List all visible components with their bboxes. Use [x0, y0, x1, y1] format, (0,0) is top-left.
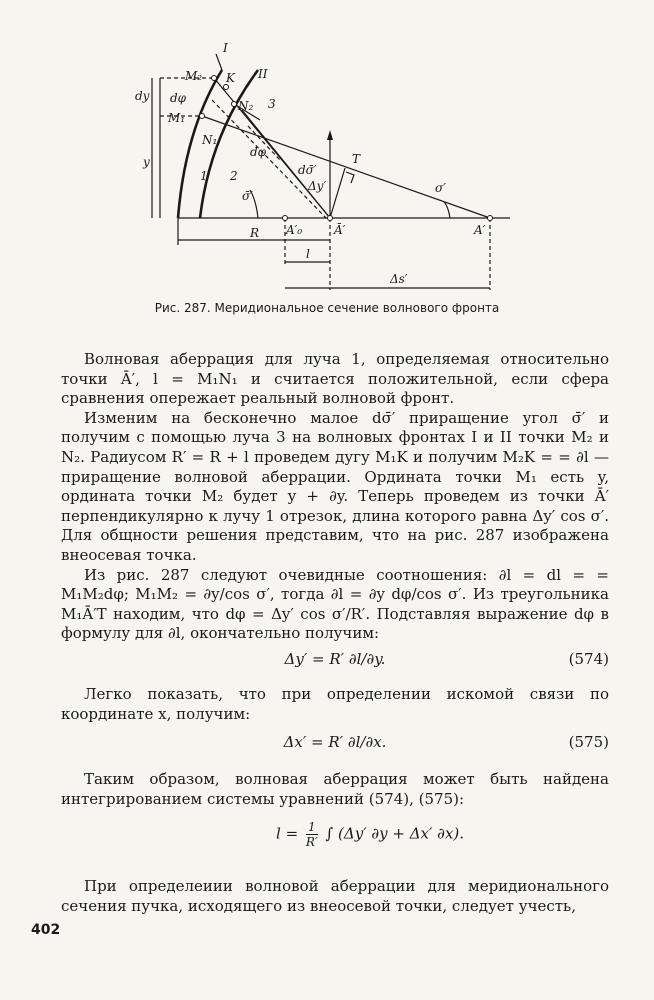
label-dphi: dφ	[170, 91, 187, 105]
label-sigma2: σ′	[435, 181, 446, 195]
body-text-2	[61, 685, 609, 724]
label-N1: N₁	[202, 133, 218, 147]
label-T: T	[352, 152, 361, 166]
label-Abar: Ā′	[334, 223, 346, 237]
equation-574-expr: Δy′ = R′ ∂l/∂y.	[284, 650, 386, 668]
fraction-denominator: R′	[305, 835, 318, 849]
paragraph-4: Легко показать, что при определении искомой связи по координате x, получим:	[61, 685, 609, 723]
body-text-main	[61, 350, 609, 644]
perpendicular-T	[330, 168, 345, 218]
equation-575	[61, 733, 609, 755]
point-M2	[212, 76, 217, 81]
equation-574-number: (574)	[568, 650, 609, 668]
wavefront-diagram	[130, 40, 530, 305]
figure-287	[130, 40, 530, 305]
equation-575-number: (575)	[568, 733, 609, 751]
label-ray-3: 3	[268, 97, 276, 111]
right-angle	[346, 172, 354, 183]
ray-2	[212, 100, 326, 218]
point-N2	[232, 102, 237, 107]
point-A	[488, 216, 493, 221]
sigma2-arc	[444, 202, 450, 218]
label-ray-I: I	[223, 41, 228, 55]
integral-fraction	[306, 820, 318, 849]
label-dsigma: dσ̄′	[298, 163, 317, 177]
point-M1	[200, 114, 205, 119]
label-ray-1: 1	[200, 169, 208, 183]
equation-575-expr: Δx′ = R′ ∂l/∂x.	[283, 733, 387, 751]
label-l: l	[306, 247, 310, 261]
label-M2: M₂	[185, 69, 203, 83]
paragraph-5: Таким образом, волновая аберрация может быть найдена интегрированием системы уравнений (574), (575):	[61, 770, 609, 808]
point-A0	[283, 216, 288, 221]
label-sigma: σ̄′	[242, 189, 253, 203]
point-Abar	[328, 216, 333, 221]
body-text-3	[61, 770, 609, 809]
integral-rhs: ∫ (Δy′ ∂y + Δx′ ∂x).	[325, 824, 465, 843]
page-number: 402	[31, 922, 61, 938]
paragraph-2: Изменим на бесконечно малое dσ̄′ приращение угол σ̄′ и получим с помощью луча 3 на волновых фронтах I и II точки M₂ и N₂. Радиусом R′ = R + l проведем дугу M₁K и получим M₂K = = ∂l — приращение волновой аберрации. Ордината точки M₁ есть y, ордината точки M₂ будет y + ∂y. Теперь проведем из точки Ā′ перпендикулярно к лучу 1 отрезок, длина которого равна Δy′ cos σ′. Для общности решения представим, что на рис. 287 изображена внеосевая точка.	[61, 408, 609, 564]
ray-I-tick	[216, 54, 222, 70]
body-text-4	[61, 877, 609, 916]
paragraph-6: При определеиии волновой аберрации для меридионального сечения пучка, исходящего из внеосевой точки, следует учесть,	[61, 877, 609, 915]
label-deltas: Δs′	[390, 272, 408, 286]
label-dphi-2: dφ	[250, 145, 267, 159]
label-deltay: Δy′	[308, 179, 327, 193]
label-R: R	[250, 226, 260, 240]
paragraph-3: Из рис. 287 следуют очевидные соотношения: ∂l = dl = = M₁M₂dφ; M₁M₂ = ∂y/cos σ′, тогда ∂l = ∂y dφ/cos σ′. Из треугольника M₁Ā′T находим, что dφ = Δy′ cos σ′/R′. Подставляя выражение dφ в формулу для ∂l, окончательно получим:	[61, 565, 609, 643]
fraction-numerator: 1	[306, 820, 318, 835]
label-ray-II: II	[258, 67, 268, 81]
label-N2: N₂	[238, 99, 254, 113]
label-dy: dy	[135, 89, 150, 103]
integral-lhs: l =	[276, 824, 299, 843]
paragraph-1: Волновая аберрация для луча 1, определяемая относительно точки Ā′, l = M₁N₁ и считается положительной, если сфера сравнения опережает реальный волновой фронт.	[61, 350, 609, 408]
label-K: K	[226, 71, 235, 85]
point-K	[224, 85, 229, 90]
label-ray-2: 2	[230, 169, 238, 183]
figure-caption: Рис. 287. Меридиональное сечение волнового фронта	[154, 301, 500, 315]
label-y: y	[143, 155, 150, 169]
equation-574	[61, 650, 609, 672]
label-M1: M₁	[168, 111, 186, 125]
label-A0: A′₀	[286, 223, 303, 237]
label-A: A′	[474, 223, 486, 237]
integral-equation	[61, 820, 609, 866]
